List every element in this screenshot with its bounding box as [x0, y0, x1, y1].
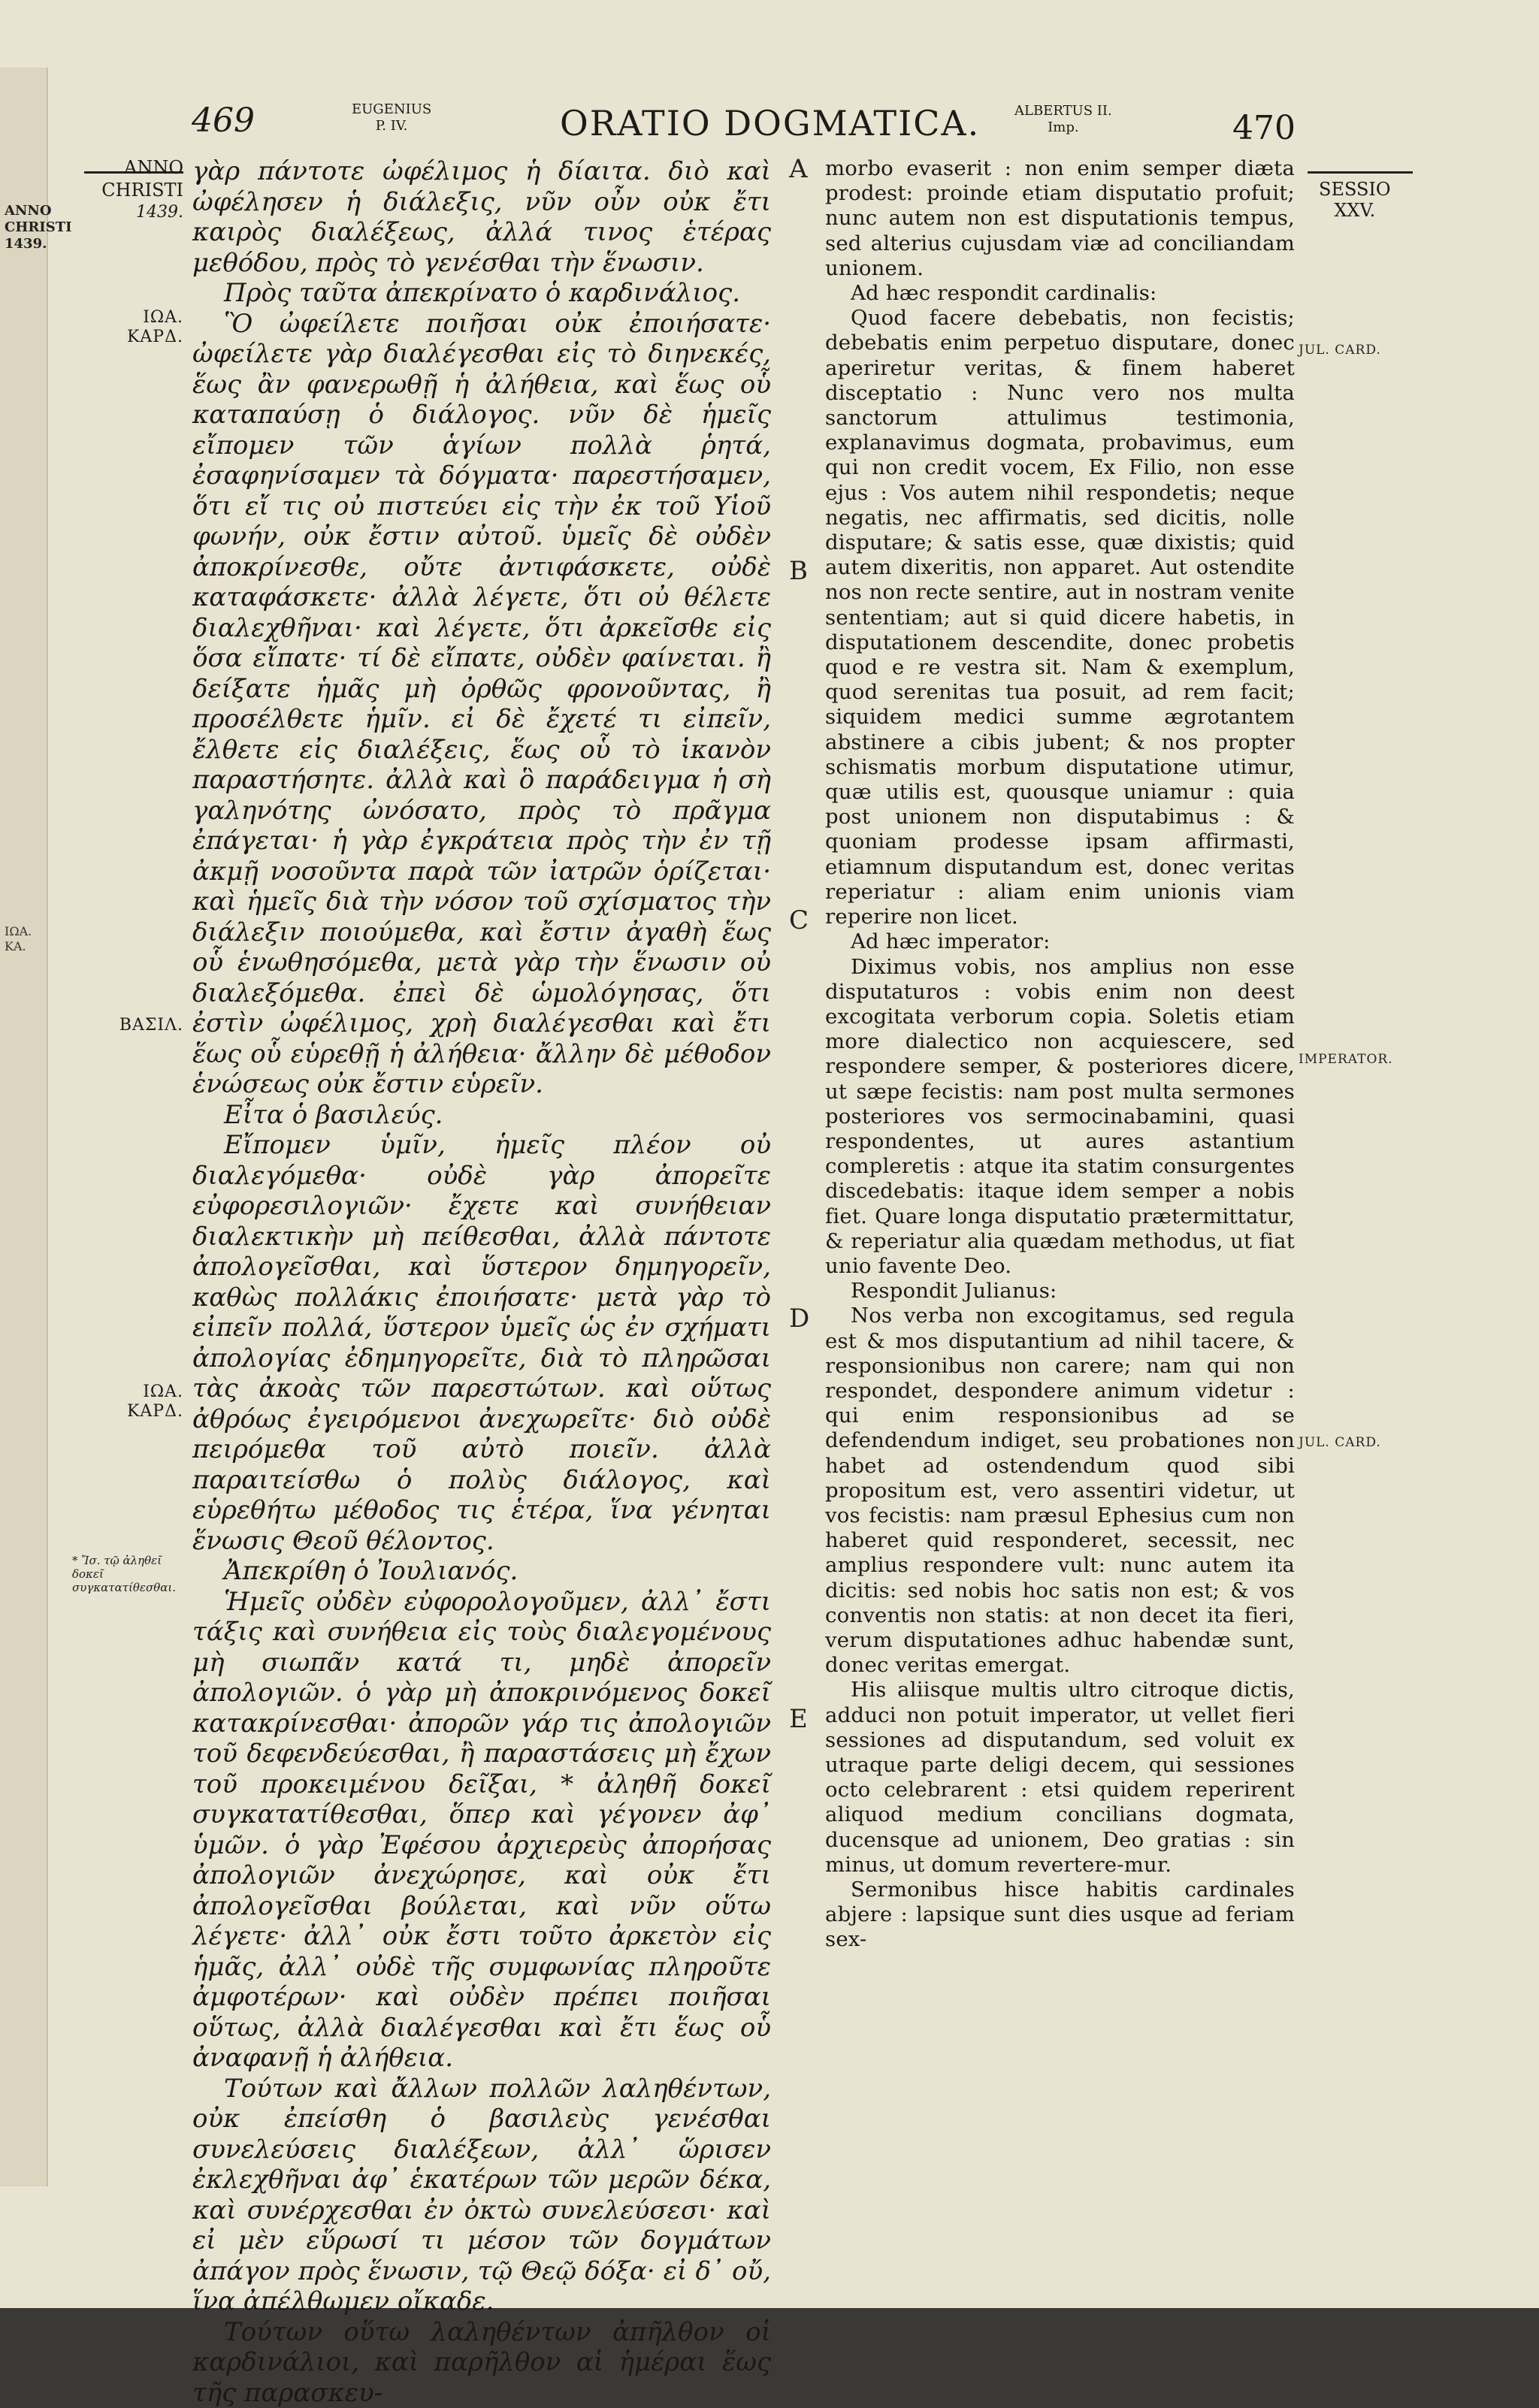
header-rule-right	[1308, 171, 1413, 174]
greek-para: Ἀπεκρίθη ὁ Ἰουλιανός.	[192, 1556, 771, 1587]
latin-para: morbo evaserit : non enim semper diæta prodest: proinde etiam disputatio profuit; nunc autem non est disputationis tempus, sed alterius cujusdam viæ ad conciliandam unionem.	[825, 156, 1295, 281]
greek-para: Πρὸς ταῦτα ἀπεκρίνατο ὁ καρδινάλιος.	[192, 278, 771, 309]
year-label: 1439.	[84, 201, 183, 224]
page-number-right: 470	[1232, 109, 1296, 147]
speaker-ioan-card-1: ΙΩΑ. ΚΑΡΔ.	[72, 308, 183, 347]
latin-para: Diximus vobis, nos amplius non esse disputaturos : vobis enim non deest excogitata verborum copia. Soletis etiam more dialectico non acquiescere, sed respondere semper, & posteriores dicere, ut sæpe fecistis: nam post multa sermones posteriores vos sermocinabamini, quasi respondentes, ut aures astantium compleretis : atque ita statim consurgentes discedebatis: itaque idem semper a nobis fiet. Quare longa disputatio prætermittatur, & reperiatur alia quædam methodus, ut fiat unio favente Deo.	[825, 955, 1295, 1280]
christi-label: CHRISTI	[84, 179, 183, 201]
latin-para: Respondit Julianus:	[825, 1279, 1295, 1304]
page-number-left: 469	[192, 101, 255, 140]
greek-para: Εἴπομεν ὑμῖν, ἡμεῖς πλέον οὐ διαλεγόμεθα· οὐδὲ γὰρ ἀπορεῖτε εὐφορεσιλογιῶν· ἔχετε καὶ συνήθειαν διαλεκτικὴν μὴ πείθεσθαι, ἀλλὰ πάντοτε ἀπολογεῖσθαι, καὶ ὕστερον δημηγορεῖν, καθὼς πολλάκις ἐποιήσατε· μετὰ γὰρ τὸ εἰπεῖν πολλά, ὕστερον ὑμεῖς ὡς ἐν σχήματι ἀπολογίας ἐδημηγορεῖτε, διὰ τὸ πληρῶσαι τὰς ἀκοὰς τῶν παρεστώτων. καὶ οὕτως ἀθρόως ἐγειρόμενοι ἀνεχωρεῖτε· διὸ οὐδὲ πειρόμεθα τοῦ αὐτὸ ποιεῖν. ἀλλὰ παραιτείσθω ὁ πολὺς διάλογος, καὶ εὑρεθήτω μέθοδος τις ἑτέρα, ἵνα γένηται ἕνωσις Θεοῦ θέλοντος.	[192, 1130, 771, 1556]
latin-para: Ad hæc imperator:	[825, 929, 1295, 954]
header-emperor-label: ALBERTUS II. Imp.	[1014, 103, 1112, 136]
speaker-jul-card-1: JUL. CARD.	[1299, 343, 1381, 358]
latin-para: Nos verba non excogitamus, sed regula est & mos disputantium ad nihil tacere, & responsionibus non carere; nam qui non respondet, despondere animum videtur : qui enim responsionibus ad se defendendum indiget, seu probationes non habet ad ostendendum quod sibi propositum est, vero assentiri videtur, ut vos fecistis: nam præsul Ephesius cum non haberet quid responderet, secessit, nec amplius respondere vult: nunc autem ita dicitis: sed nobis hoc satis non est; & vos conventis non statis: at non decet ita fieri, verum disputationes adhuc habendæ sunt, donec veritas emergat.	[825, 1304, 1295, 1678]
latin-para: Sermonibus hisce habitis cardinales abjere : lapsique sunt dies usque ad feriam sex-	[825, 1878, 1295, 1953]
greek-para: Τούτων καὶ ἄλλων πολλῶν λαληθέντων, οὐκ ἐπείσθη ὁ βασιλεὺς γενέσθαι συνελεύσεις διαλέξεων, ἀλλ᾽ ὥρισεν ἐκλεχθῆναι ἀφ᾽ ἑκατέρων τῶν μερῶν δέκα, καὶ συνέρχεσθαι ἐν ὀκτὼ συνελεύσεσι· καὶ εἰ μὲν εὕρωσί τι μέσον τῶν δογμάτων ἀπάγον πρὸς ἕνωσιν, τῷ Θεῷ δόξα· εἰ δ᾽ οὔ, ἵνα ἀπέλθωμεν οἴκαδε.	[192, 2074, 771, 2317]
section-letter-c: C	[789, 905, 809, 935]
speaker-basil: ΒΑΣΙΛ.	[72, 1016, 183, 1035]
latin-para: Ad hæc respondit cardinalis:	[825, 281, 1295, 306]
section-letter-a: A	[789, 154, 808, 184]
latin-para: His aliisque multis ultro citroque dictis, adduci non potuit imperator, ut vellet fieri sessiones ad disputandum, sed voluit ex utraque parte deligi decem, qui sessiones octo celebrarent : etsi quidem reperirent aliquod medium concilians dogmata, ducensque ad unionem, Deo gratias : sin minus, ut domum revertere-mur.	[825, 1678, 1295, 1878]
page-header	[0, 101, 1539, 162]
speaker-ioan-card-2: ΙΩΑ. ΚΑΡΔ.	[72, 1382, 183, 1422]
prev-page-header-note: ANNO CHRISTI 1439.	[5, 203, 47, 252]
section-letter-d: D	[789, 1304, 809, 1334]
running-title: ORATIO DOGMATICA.	[560, 103, 980, 144]
greek-para: Ἡμεῖς οὐδὲν εὐφορολογοῦμεν, ἀλλ᾽ ἔστι τάξις καὶ συνήθεια εἰς τοὺς διαλεγομένους μὴ σιωπᾶν κατά τι, μηδὲ ἀπορεῖν ἀπολογιῶν. ὁ γὰρ μὴ ἀποκρινόμενος δοκεῖ κατακρίνεσθαι· ἀπορῶν γάρ τις ἀπολογιῶν τοῦ δεφενδεύεσθαι, ἢ παραστάσεις μὴ ἔχων τοῦ προκειμένου δεῖξαι, * ἀληθῆ δοκεῖ συγκατατίθεσθαι, ὅπερ καὶ γέγονεν ἀφ᾽ ὑμῶν. ὁ γὰρ Ἐφέσου ἀρχιερεὺς ἀπορήσας ἀπολογιῶν ἀνεχώρησε, καὶ οὐκ ἔτι ἀπολογεῖσθαι βούλεται, καὶ νῦν οὕτω λέγετε· ἀλλ᾽ οὐκ ἔστι τοῦτο ἀρκετὸν εἰς ἡμᾶς, ἀλλ᾽ οὐδὲ τῆς συμφωνίας πληροῦτε ἀμφοτέρων· καὶ οὐδὲν πρέπει ποιῆσαι οὕτως, ἀλλὰ διαλέγεσθαι καὶ ἔτι ἕως οὗ ἀναφανῇ ἡ ἀλήθεια.	[192, 1587, 771, 2074]
previous-page-edge	[0, 68, 48, 2186]
speaker-imperator: IMPERATOR.	[1299, 1052, 1393, 1067]
section-letter-e: E	[789, 1704, 808, 1734]
greek-column	[192, 156, 771, 2408]
section-letter-b: B	[789, 556, 808, 586]
prev-page-margin-note: ΙΩΑ. ΚΑ.	[5, 924, 32, 954]
footnote-variant: * Ἴσ. τῷ ἀληθεῖ δοκεῖ συγκατατίθεσθαι.	[72, 1554, 185, 1594]
latin-para: Quod facere debebatis, non fecistis; debebatis enim perpetuo disputare, donec aperiretur veritas, & finem haberet disceptatio : Nunc vero nos multa sanctorum attulimus testimonia, explanavimus dogmata, probavimus, eum qui non credit vocem, Ex Filio, non esse ejus : Vos autem nihil respondetis; neque negatis, nec affirmatis, sed dicitis, nolle disputare; & satis esse, quæ dixistis; quid autem dixeritis, non apparet. Aut ostendite nos non recte sentire, aut in nostram venite sententiam; aut si quid dicere habetis, in disputationem descendite, donec probetis quod e re vestra sit. Nam & exemplum, quod serenitas tua posuit, ad rem facit; siquidem medici summe ægrotantem abstinere a cibis jubent; & nos propter schismatis morbum disputatione utimur, quæ utilis est, quousque uniamur : quia post unionem non disputabimus : & quoniam prodesse ipsam affirmasti, etiamnum disputandum est, donec veritas reperiatur : aliam enim unionis viam reperire non licet.	[825, 306, 1295, 929]
greek-para: γὰρ πάντοτε ὠφέλιμος ἡ δίαιτα. διὸ καὶ ὠφέλησεν ἡ διάλεξις, νῦν οὖν οὐκ ἔτι καιρὸς διαλέξεως, ἀλλά τινος ἑτέρας μεθόδου, πρὸς τὸ γενέσθαι τὴν ἕνωσιν.	[192, 156, 771, 278]
sessio-note: SESSIO XXV.	[1319, 179, 1391, 221]
anno-label: ANNO	[84, 156, 183, 179]
greek-para: Ὃ ὠφείλετε ποιῆσαι οὐκ ἐποιήσατε· ὠφείλετε γὰρ διαλέγεσθαι εἰς τὸ διηνεκές, ἕως ἂν φανερωθῇ ἡ ἀλήθεια, καὶ ἕως οὗ καταπαύσῃ ὁ διάλογος. νῦν δὲ ἡμεῖς εἴπομεν τῶν ἁγίων πολλὰ ῥητά, ἐσαφηνίσαμεν τὰ δόγματα· παρεστήσαμεν, ὅτι εἴ τις οὐ πιστεύει εἰς τὴν ἐκ τοῦ Υἱοῦ φωνήν, οὐκ ἔστιν αὐτοῦ. ὑμεῖς δὲ οὐδὲν ἀποκρίνεσθε, οὔτε ἀντιφάσκετε, οὐδὲ καταφάσκετε· ἀλλὰ λέγετε, ὅτι οὐ θέλετε διαλεχθῆναι· καὶ λέγετε, ὅτι ἀρκεῖσθε εἰς ὅσα εἴπατε· τί δὲ εἴπατε, οὐδὲν φαίνεται. ἢ δείξατε ἡμᾶς μὴ ὀρθῶς φρονοῦντας, ἢ προσέλθετε ἡμῖν. εἰ δὲ ἔχετέ τι εἰπεῖν, ἔλθετε εἰς διαλέξεις, ἕως οὗ τὸ ἱκανὸν παραστήσητε. ἀλλὰ καὶ ὃ παράδειγμα ἡ σὴ γαληνότης ὠνόσατο, πρὸς τὸ πρᾶγμα ἐπάγεται· ἡ γὰρ ἐγκράτεια πρὸς τὴν ἐν τῇ ἀκμῇ νοσοῦντα παρὰ τῶν ἰατρῶν ὁρίζεται· καὶ ἡμεῖς διὰ τὴν νόσον τοῦ σχίσματος τὴν διάλεξιν ποιούμεθα, καὶ ἔστιν ἀγαθὴ ἕως οὗ ἑνωθησόμεθα, μετὰ γὰρ τὴν ἕνωσιν οὐ διαλεξόμεθα. ἐπεὶ δὲ ὡμολόγησας, ὅτι ἐστὶν ὠφέλιμος, χρὴ διαλέγεσθαι καὶ ἔτι ἕως οὗ εὑρεθῇ ἡ ἀλήθεια· ἄλλην δὲ μέθοδον ἑνώσεως οὐκ ἔστιν εὑρεῖν.	[192, 309, 771, 1100]
speaker-jul-card-2: JUL. CARD.	[1299, 1435, 1381, 1450]
latin-column	[825, 156, 1295, 1953]
header-pope-label: EUGENIUS P. IV.	[352, 101, 431, 134]
anno-christi-note	[84, 156, 183, 224]
greek-para: Τούτων οὕτω λαληθέντων ἀπῆλθον οἱ καρδινάλιοι, καὶ παρῆλθον αἱ ἡμέραι ἕως τῆς παρασκευ-	[192, 2317, 771, 2408]
greek-para: Εἶτα ὁ βασιλεύς.	[192, 1100, 771, 1131]
